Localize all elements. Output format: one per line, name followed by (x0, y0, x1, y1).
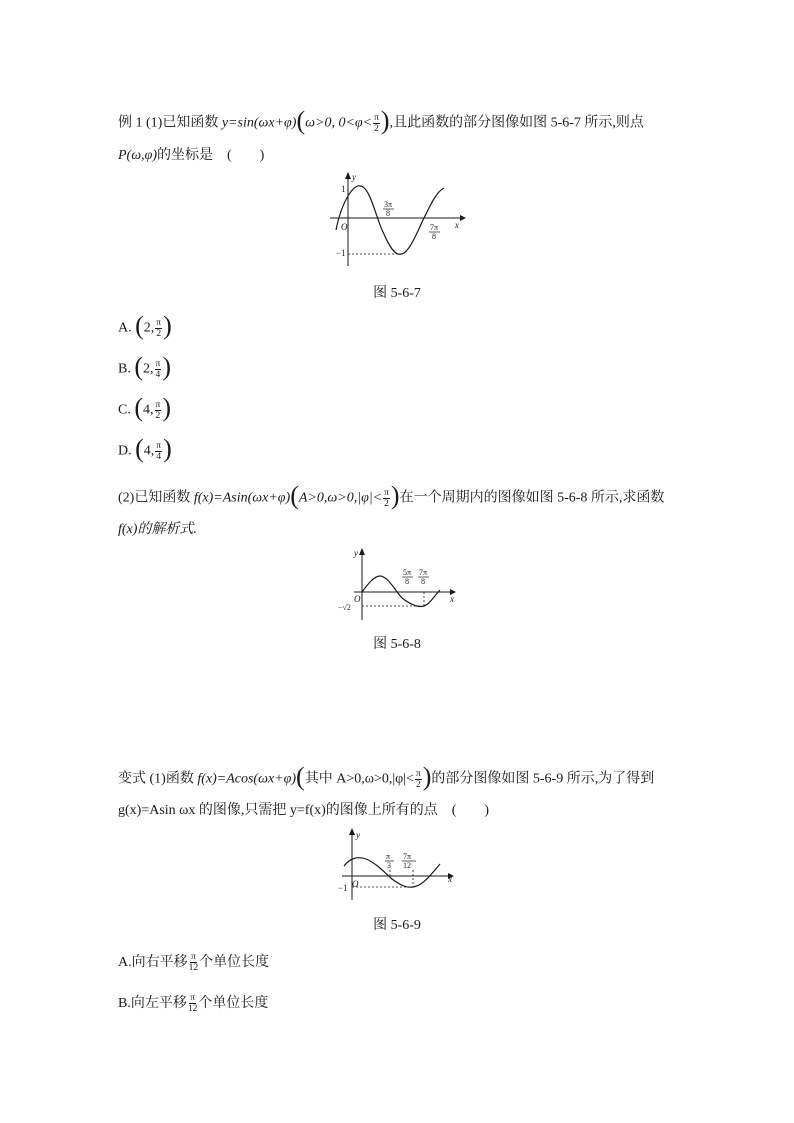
paren-close: ) (390, 480, 400, 510)
tick-7pi-den: 12 (403, 861, 411, 870)
option-fraction (188, 993, 198, 1014)
ex2-question-line1 (118, 480, 665, 510)
ex2-line2: f(x)的解析式. (118, 522, 197, 537)
option-fraction (155, 400, 162, 421)
y-axis-label: y (356, 830, 360, 840)
paren-close: ) (163, 310, 172, 340)
y-tick-1: 1 (341, 184, 346, 194)
ex1-suffix: ,且此函数的部分图像如图 5-6-7 所示,则点 (389, 115, 644, 131)
tick-5pi-den: 8 (405, 577, 409, 586)
option-text-post: 个单位长度 (199, 955, 270, 970)
origin-label: O (341, 222, 348, 232)
var1-question-line1 (118, 761, 655, 791)
y-tick-neg1: −1 (338, 883, 348, 893)
y-axis-label: y (352, 172, 356, 182)
tick-pi-den: 3 (387, 861, 391, 870)
var1-condition: 其中 A>0,ω>0,|φ|< (304, 771, 414, 787)
ex1-line2-suffix: 的坐标是 ( ) (157, 148, 265, 163)
frac-num: π (415, 769, 421, 779)
var1-suffix: 的部分图像如图 5-6-9 所示,为了得到 (431, 771, 655, 787)
tick-pi: π (386, 852, 391, 861)
paren-open: ( (296, 761, 305, 791)
option-value: 2 (143, 361, 151, 377)
paren-open: ( (296, 105, 306, 135)
x-axis-label: x (455, 220, 459, 230)
pi-over-2-fraction (415, 769, 422, 790)
origin-label: O (354, 594, 361, 604)
tick-7pi: 7π (419, 568, 428, 577)
ex1-condition: ω>0, 0<φ< (305, 115, 373, 131)
frac-num: π (190, 993, 195, 1004)
var1-prefix: 变式 (1)函数 (118, 771, 198, 787)
paren-close: ) (163, 433, 172, 463)
option-label: A. (118, 955, 132, 970)
option-b-shift (118, 992, 268, 1014)
y-tick-neg1: −1 (336, 248, 346, 258)
frac-num: π (156, 318, 162, 328)
ex1-function: y=sin(ωx+φ) (221, 115, 297, 131)
paren-close: ) (380, 105, 390, 135)
paren-open: ( (134, 392, 144, 422)
x-axis-arrow (460, 215, 466, 221)
figure-5-6-7 (326, 170, 468, 270)
frac-den: 2 (415, 780, 421, 790)
paren-open: ( (135, 433, 144, 463)
tick-5pi: 5π (403, 568, 412, 577)
option-value: 4 (143, 443, 151, 459)
frac-den: 2 (374, 124, 379, 134)
frac-num: π (155, 400, 161, 410)
paren-open: ( (290, 480, 299, 510)
sine-curve (362, 576, 440, 607)
option-text-pre: 向右平移 (131, 955, 188, 970)
option-fraction (155, 318, 162, 339)
frac-num: π (374, 113, 379, 123)
y-axis-label: y (354, 548, 358, 558)
y-tick-neg-sqrt2: −√2 (338, 603, 351, 612)
pi-over-2-fraction (383, 488, 390, 509)
tick-7pi: 7π (403, 852, 412, 861)
frac-num: π (156, 441, 162, 451)
figure-5-6-8 (336, 546, 460, 622)
paren-close: ) (162, 392, 171, 422)
option-text-pre: 向左平移 (130, 996, 187, 1011)
option-d: D. (4, $\frac{\pi}{4}$ ) (118, 433, 172, 463)
option-label: D. (118, 443, 132, 459)
y-axis-arrow (349, 828, 355, 835)
option-label: B. (118, 361, 131, 377)
figure-5-6-9-caption: 图 5-6-9 (373, 918, 421, 933)
option-label: A. (118, 320, 132, 336)
option-fraction (155, 441, 162, 462)
frac-num: π (155, 359, 161, 369)
frac-den: 2 (155, 411, 161, 421)
frac-den: 12 (187, 1004, 198, 1015)
option-value: 2 (143, 320, 151, 336)
x-axis-label: x (450, 594, 454, 604)
tick-3pi-den: 8 (386, 209, 390, 218)
paren-open: ( (135, 310, 144, 340)
var1-function: f(x)=Acos(ωx+φ) (197, 771, 297, 787)
y-axis-arrow (359, 548, 365, 555)
paren-close: ) (162, 351, 171, 381)
ex2-question-line2 (118, 520, 197, 540)
figure-5-6-9 (336, 826, 460, 902)
frac-num: π (190, 952, 196, 963)
option-value: 4 (143, 402, 151, 418)
option-label: B. (118, 996, 131, 1011)
point-p: P(ω,φ) (118, 148, 158, 163)
option-c: C. (4, $\frac{\pi}{2}$ ) (118, 392, 171, 422)
var1-question-line2 (118, 801, 489, 821)
frac-den: 2 (156, 329, 162, 339)
origin-label: O (352, 879, 359, 889)
sine-curve (336, 186, 444, 254)
figure-5-6-8-caption: 图 5-6-8 (373, 637, 421, 652)
option-fraction (189, 952, 199, 973)
option-label: C. (118, 402, 131, 418)
option-text-post: 个单位长度 (198, 996, 269, 1011)
option-b: B. (2, $\frac{\pi}{4}$ ) (118, 351, 171, 381)
frac-num: π (384, 488, 389, 498)
option-a: A. (2, $\frac{\pi}{2}$ ) (118, 310, 172, 340)
x-axis-label: x (448, 874, 452, 884)
var1-line2: g(x)=Asin ωx 的图像,只需把 y=f(x)的图像上所有的点 ( ) (118, 803, 490, 818)
frac-den: 4 (155, 370, 161, 380)
ex2-condition: A>0,ω>0,|φ|< (298, 490, 383, 506)
frac-den: 2 (384, 499, 389, 509)
ex1-question-line1 (118, 105, 644, 135)
ex1-question-line2 (118, 146, 264, 166)
option-a-shift (118, 951, 269, 973)
ex2-function: f(x)=Asin(ωx+φ) (193, 490, 291, 506)
figure-5-6-7-caption: 图 5-6-7 (373, 286, 421, 301)
paren-close: ) (422, 761, 432, 791)
tick-7pi-den: 8 (432, 232, 436, 241)
ex2-suffix: 在一个周期内的图像如图 5-6-8 所示,求函数 (399, 490, 665, 506)
paren-open: ( (134, 351, 144, 381)
frac-den: 12 (188, 963, 199, 974)
option-fraction (155, 359, 162, 380)
pi-over-2-fraction (373, 113, 380, 134)
tick-3pi: 3π (384, 200, 393, 209)
y-axis-arrow (345, 172, 351, 179)
ex2-prefix: (2)已知函数 (118, 490, 194, 506)
ex1-prefix: 例 1 (1)已知函数 (118, 115, 222, 131)
tick-7pi: 7π (430, 223, 439, 232)
frac-den: 4 (156, 452, 162, 462)
tick-7pi-den: 8 (421, 577, 425, 586)
